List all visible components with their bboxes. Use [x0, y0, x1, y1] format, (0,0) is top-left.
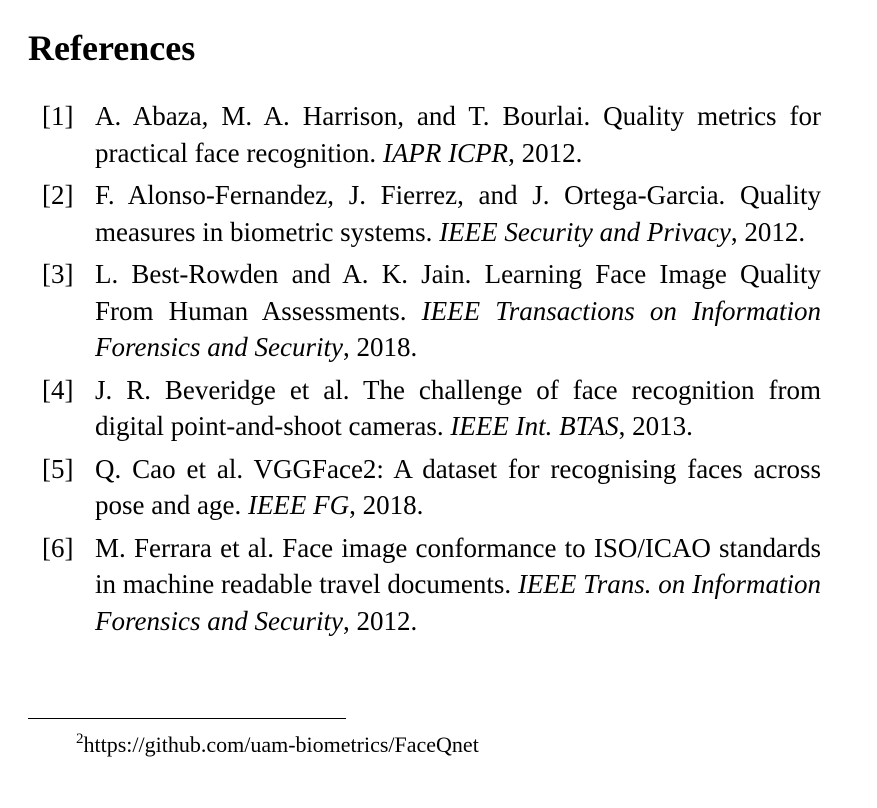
reference-title: Learning Face Image Quality From Human Assessments.	[95, 259, 821, 326]
footnote	[76, 730, 479, 760]
reference-title: Face image conformance to ISO/ICAO standards in machine readable travel documents.	[95, 532, 822, 599]
reference-number: [1]	[42, 101, 74, 131]
reference-item-4	[42, 372, 821, 445]
reference-venue: IEEE Security and Privacy	[439, 216, 731, 247]
reference-item-6	[42, 530, 821, 640]
reference-venue: IEEE Int. BTAS	[450, 411, 619, 441]
reference-authors: M. Ferrara et al.	[95, 532, 274, 563]
reference-item-2	[42, 177, 821, 250]
reference-title: Quality measures in biometric systems.	[95, 180, 822, 247]
reference-number: [3]	[42, 259, 74, 289]
reference-item-1	[42, 98, 821, 171]
reference-item-5	[42, 451, 821, 524]
reference-number: [6]	[42, 532, 74, 563]
reference-venue: IEEE FG	[247, 490, 350, 520]
reference-authors: F. Alonso-Fernandez, J. Fierrez, and J. Ortega-Garcia.	[95, 180, 726, 210]
reference-item-3	[42, 256, 821, 366]
reference-year: , 2012.	[342, 605, 418, 636]
reference-year: , 2013.	[618, 411, 693, 441]
reference-authors: A. Abaza, M. A. Harrison, and T. Bourlai.	[95, 101, 591, 131]
reference-venue: IAPR ICPR	[382, 137, 509, 168]
reference-number: [2]	[42, 180, 74, 210]
reference-title: VGGFace2: A dataset for recognising faces across pose and age.	[95, 453, 822, 520]
reference-year: , 2018.	[349, 490, 424, 520]
reference-authors: Q. Cao et al.	[95, 453, 244, 484]
references-heading: References	[28, 28, 196, 68]
reference-number: [5]	[42, 453, 74, 484]
footnote-divider	[28, 718, 346, 719]
reference-number: [4]	[42, 374, 74, 405]
reference-title: Quality metrics for practical face recognition.	[95, 101, 821, 168]
reference-title: The challenge of face recognition from digital point-and-shoot cameras.	[95, 374, 821, 441]
reference-authors: J. R. Beveridge et al.	[95, 374, 350, 405]
reference-list	[42, 98, 821, 645]
reference-venue: IEEE Transactions on Information Forensics and Security	[95, 295, 821, 362]
footnote-marker: 2	[76, 731, 84, 747]
reference-authors: L. Best-Rowden and A. K. Jain.	[95, 259, 472, 289]
reference-venue: IEEE Trans. on Information Forensics and Security	[95, 569, 822, 636]
footnote-url[interactable]: https://github.com/uam-biometrics/FaceQnet	[83, 732, 479, 757]
reference-year: , 2018.	[342, 332, 418, 362]
reference-year: , 2012.	[508, 137, 583, 168]
reference-year: , 2012.	[730, 216, 806, 247]
